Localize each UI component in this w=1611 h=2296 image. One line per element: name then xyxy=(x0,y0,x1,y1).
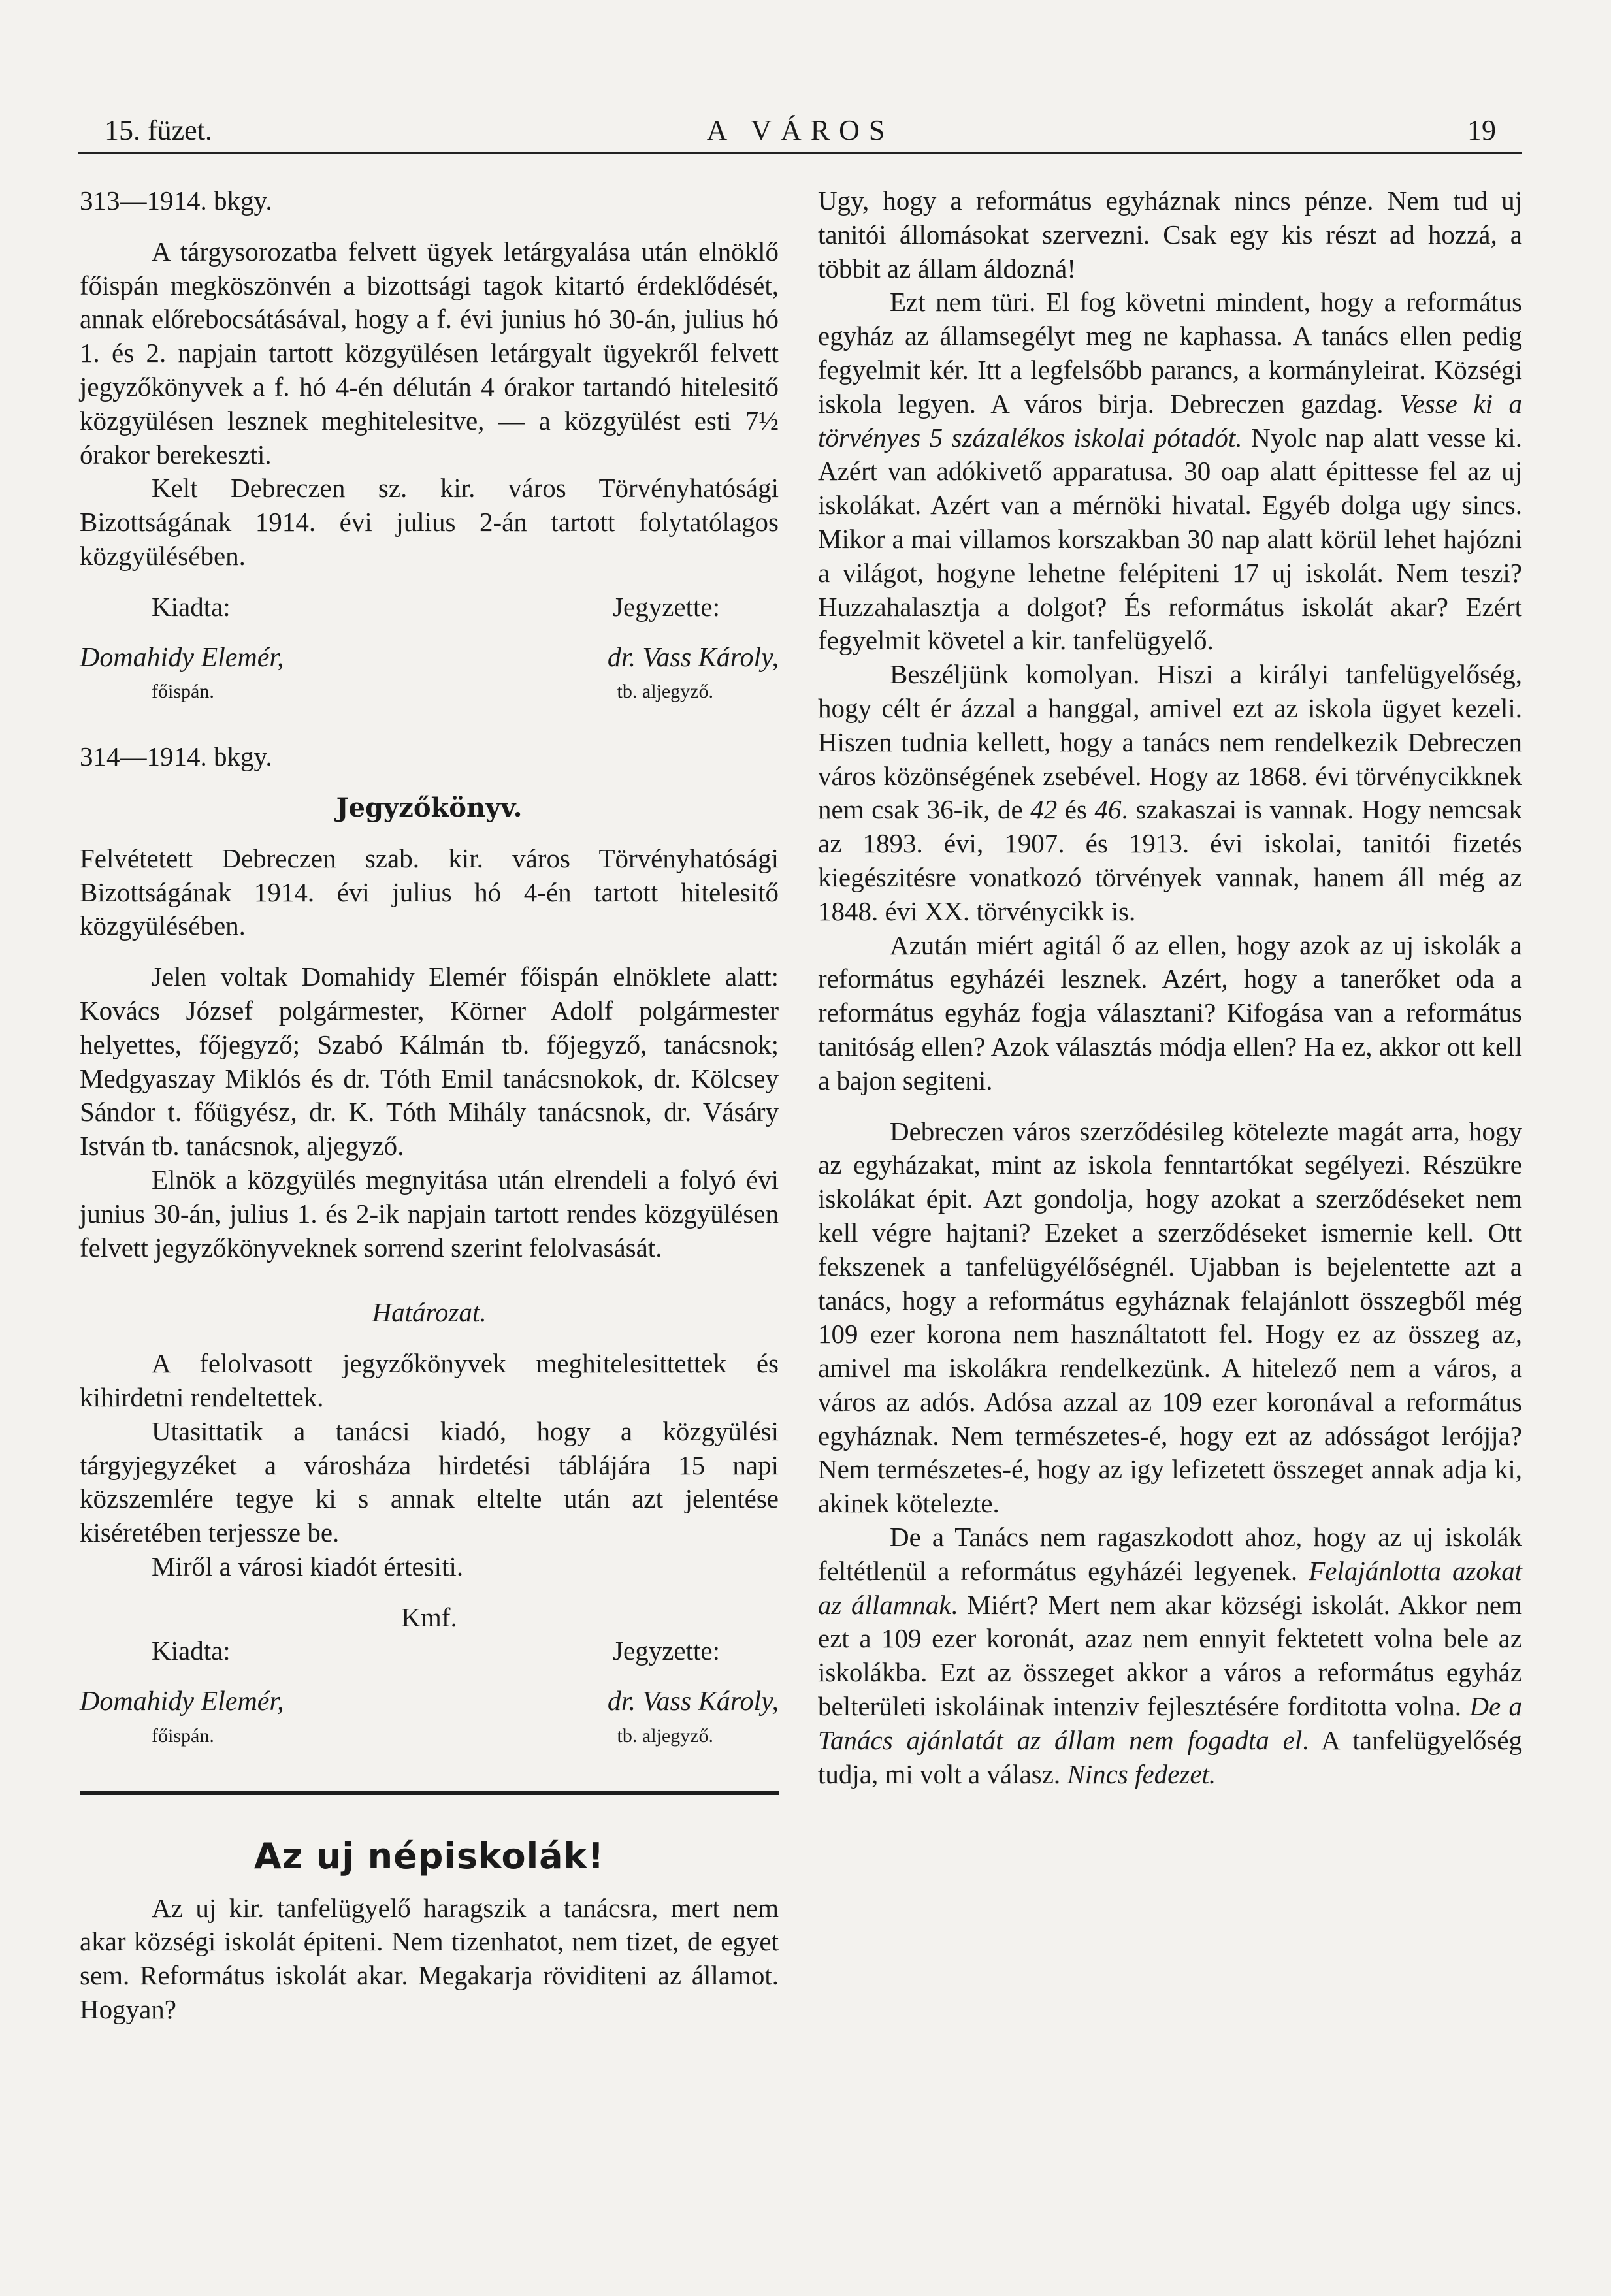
section-divider xyxy=(80,1791,779,1795)
record-reference: 313—1914. bkgy. xyxy=(80,186,272,216)
paragraph xyxy=(818,285,1522,658)
paragraph: Jelen voltak Domahidy Elemér főispán elnöklete alatt: Kovács József polgármester, Körner Adolf polgármester helyettes, főjegyző; Szabó Kálmán tb. főjegyző, tanácsnok; Medgyaszay Miklós és dr. Tóth Emil tanácsnokok, dr. Kölcsey Sándor t. főügyész, dr. K. Tóth Mihály tanácsnok, dr. Vásáry István tb. tanácsnok, aljegyző. xyxy=(80,962,779,1161)
recorder-name: dr. Vass Károly, xyxy=(607,1687,779,1717)
recorder-title: tb. aljegyző. xyxy=(617,681,713,703)
right-column xyxy=(818,184,1522,1791)
record-314 xyxy=(80,740,779,1753)
kmf-label: Kmf. xyxy=(401,1602,457,1632)
issuer-name: Domahidy Elemér, xyxy=(80,642,284,673)
issuer-title: főispán. xyxy=(152,1725,214,1747)
signature-labels xyxy=(80,1634,779,1668)
paragraph: A tárgysorozatba felvett ügyek letárgyalása után elnöklő főispán megköszönvén a bizottsági tagok kitartó érdeklődését, annak előrebocsátásával, hogy a f. évi junius hó 30-án, julius hó 1. és 2. napjain tartott közgyülésen letárgyalt ügyekről felvett jegyzőkönyvek a f. hó 4-én délután 4 órakor tartandó hitelesitő közgyülésen lesznek meghitelesitve, — a közgyülést esti 7½ órakor berekeszti. xyxy=(80,236,779,470)
signature-titles xyxy=(80,1719,779,1753)
header-rule xyxy=(78,152,1522,154)
recorder-title: tb. aljegyző. xyxy=(617,1725,713,1747)
issue-number: 15. füzet. xyxy=(105,114,212,146)
text-run: . Miért? Mert nem akar községi iskolát. Akkor nem ezt a 109 ezer koronát, azaz nem ennyit fektetett volna bele az iskolákba. Ezt az összeget akkor a város a református egyház belterületi iskoláinak intenziv fejlesztésére forditotta volna. xyxy=(818,1589,1523,1722)
article-new-schools xyxy=(80,1835,779,2027)
signature-names xyxy=(80,641,779,675)
paragraph xyxy=(818,1521,1522,1791)
issued-by-label: Kiadta: xyxy=(152,591,231,622)
paragraph: Az uj kir. tanfelügyelő haragszik a tanácsra, mert nem akar községi iskolát épiteni. Nem tizenhatot, nem tizet, de egyet sem. Református iskolát akar. Megakarja röviditeni az államot. Hogyan? xyxy=(80,1892,779,2025)
text-run: és xyxy=(1057,794,1095,825)
resolution-heading: Határozat. xyxy=(372,1297,487,1328)
issued-by-label: Kiadta: xyxy=(152,1636,231,1666)
paragraph: A felolvasott jegyzőkönyvek meghitelesittettek és kihirdetni rendeltettek. xyxy=(80,1348,779,1412)
paragraph: Elnök a közgyülés megnyitása után elrendeli a folyó évi junius 30-án, julius 1. és 2-ik napjain tartott rendes közgyülésen felvett jegyzőkönyveknek sorrend szerint felolvasását. xyxy=(80,1164,779,1263)
record-313 xyxy=(80,184,779,709)
signature-titles xyxy=(80,675,779,709)
text-run: Beszéljünk komolyan. Hiszi a királyi tanfelügyelőség, hogy célt ér ázzal a hanggal, amivel ezt az iskola ügyet kezeli. Hiszen tudnia kellett, hogy a tanács nem rendelkezik Debreczen város közönségének zsebével. Hogy az 1868. évi törvénycikknek nem csak 36-ik, de xyxy=(818,659,1522,825)
paragraph: Kelt Debreczen sz. kir. város Törvényhatósági Bizottságának 1914. évi julius 2-án tartott folytatólagos közgyülésében. xyxy=(80,473,779,571)
recorded-by-label: Jegyzette: xyxy=(613,591,720,622)
text-run: Ezt nem türi. El fog követni mindent, hogy a református egyház az államsegélyt meg ne kaphassa. A tanács ellen pedig fegyelmit kér. Itt a legfelsőbb parancs, a kormányleirat. Községi iskola legyen. A város birja. Debreczen gazdag. xyxy=(818,287,1522,419)
record-reference: 314—1914. bkgy. xyxy=(80,741,272,772)
issuer-name: Domahidy Elemér, xyxy=(80,1687,284,1717)
emphasis-text: Nincs fedezet. xyxy=(1067,1758,1216,1789)
paragraph: Debreczen város szerződésileg kötelezte magát arra, hogy az egyházakat, mint az iskola fenntartókat segélyezi. Részükre iskolákat épit. Azt gondolja, hogy azokat a szerződéseket nem kell végre hajtani? Ezeket a szerződéseket ismernie kell. Ott fekszenek a tanfelügyélőségnél. Ujabban is bejelentette azt a tanács, hogy a református egyháznak felajánlott összegből még 109 ezer korona nem használtatott fel. Hogy ez az összeg az, amivel ma iskolákra rendelkezünk. A hitelező nem a város, a város az adós. Adósa azzal az 109 ezer koronával a református egyháznak. Nem természetes-é, hogy ezt az adósságot lerójja? Nem természetes-é, hogy az igy lefizetett összeget annak adja ki, akinek kötelezte. xyxy=(818,1116,1522,1519)
emphasis-text: 46 xyxy=(1094,794,1122,825)
emphasis-text: Vesse ki a törvényes 5 százalékos iskolai pótadót. xyxy=(818,388,1522,453)
recorder-name: dr. Vass Károly, xyxy=(607,642,779,673)
paragraph: Felvétetett Debreczen szab. kir. város Törvényhatósági Bizottságának 1914. évi julius hó 4-én tartott hitelesitő közgyülésében. xyxy=(80,843,779,941)
signature-names xyxy=(80,1685,779,1719)
article-title: Az uj népiskolák! xyxy=(253,1835,605,1877)
emphasis-text: 42 xyxy=(1030,794,1058,825)
page-number: 19 xyxy=(1467,114,1496,146)
paragraph: Utasittatik a tanácsi kiadó, hogy a közgyülési tárgyjegyzéket a városháza hirdetési táblájára 15 napi közszemlére tegye ki s annak eltelte után azt jelentése kiséretében terjessze be. xyxy=(80,1415,779,1548)
section-heading: Jegyzőkönyv. xyxy=(336,792,523,823)
paragraph: Miről a városi kiadót értesiti. xyxy=(152,1551,464,1581)
emphasis-text: De a Tanács ajánlatát az állam nem fogadta el xyxy=(818,1691,1522,1755)
recorded-by-label: Jegyzette: xyxy=(613,1636,720,1666)
left-column xyxy=(80,184,779,2027)
running-header xyxy=(78,105,1522,150)
issuer-title: főispán. xyxy=(152,681,214,703)
signature-labels xyxy=(80,590,779,624)
paragraph: Azután miért agitál ő az ellen, hogy azok az uj iskolák a református egyházéi lesznek. Azért, hogy a tanerőket oda a református egyház fogja választani? Kifogása van a református tanitóság ellen? Azok választás módja ellen? Ha ez, akkor ott kell a bajon segiteni. xyxy=(818,930,1522,1095)
paragraph xyxy=(818,658,1522,928)
text-run: . A tanfelügyelőség tudja, mi volt a válasz. xyxy=(818,1724,1522,1789)
text-run: . szakaszai is vannak. Hogy nemcsak az 1893. évi, 1907. és 1913. évi iskolai, tanitói fizetés kiegészitésre vonatkozó törvények vannak, hanem áll még az 1848. évi XX. törvénycikk is. xyxy=(818,794,1522,926)
emphasis-text: Felajánlotta azokat az államnak xyxy=(818,1555,1522,1620)
text-run: De a Tanács nem ragaszkodott ahoz, hogy az uj iskolák feltétlenül a református egyházéi legyenek. xyxy=(818,1522,1522,1586)
journal-title: A VÁROS xyxy=(706,114,894,146)
text-run: Nyolc nap alatt vesse ki. Azért van adókivető apparatusa. 30 oap alatt épittesse fel az uj iskolákat. Azért van a mérnöki hivatal. Egyéb dolga ugy sincs. Mikor a mai villamos korszakban 30 nap alatt körül lehet hajózni a világot, hogyne lehetne felépiteni 17 uj iskolát. Nem teszi? Huzzahalasztja a dolgot? És református iskolát akar? Ezért fegyelmit követel a kir. tanfelügyelő. xyxy=(818,422,1522,656)
paragraph: Ugy, hogy a református egyháznak nincs pénze. Nem tud uj tanitói állomásokat szervezni. Csak egy kis részt ad hozzá, a többit az állam áldozná! xyxy=(818,186,1522,283)
